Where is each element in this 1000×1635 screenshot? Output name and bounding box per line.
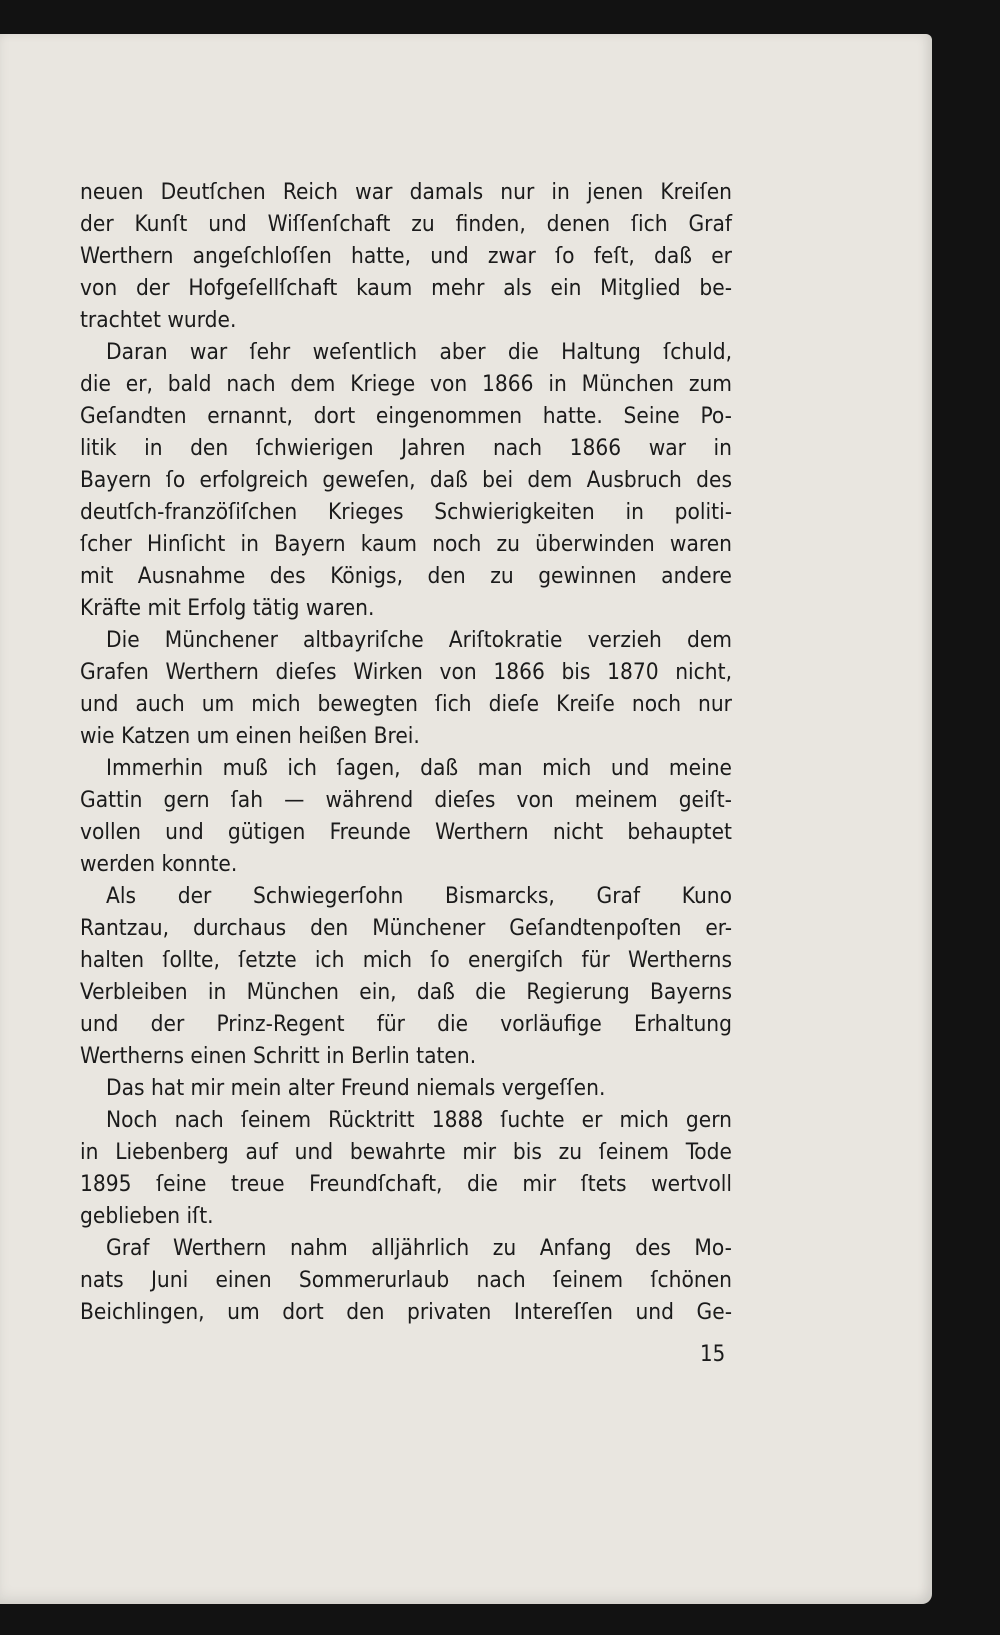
text-line: 1895 ſeine treue Freundſchaft, die mir ſtets wertvoll [80,1171,732,1197]
text-line: neuen Deutſchen Reich war damals nur in jenen Kreiſen [80,179,732,205]
text-line: werden konnte. [80,851,238,877]
text-line: Die Münchener altbayriſche Ariſtokratie verzieh dem [106,627,732,653]
text-line: geblieben iſt. [80,1203,214,1229]
text-line: in Liebenberg auf und bewahrte mir bis zu ſeinem Tode [80,1139,732,1165]
text-line: deutſch-franzöſiſchen Krieges Schwierigkeiten in politi- [80,499,732,525]
text-line: ſcher Hinſicht in Bayern kaum noch zu überwinden waren [80,531,732,557]
text-line: Graf Werthern nahm alljährlich zu Anfang des Mo- [106,1235,732,1261]
text-line: Das hat mir mein alter Freund niemals vergeſſen. [106,1075,606,1101]
text-line: mit Ausnahme des Königs, den zu gewinnen andere [80,563,732,589]
text-line: Daran war ſehr weſentlich aber die Haltung ſchuld, [106,339,732,365]
text-line: Geſandten ernannt, dort eingenommen hatte. Seine Po- [80,403,732,429]
paragraph-6 [80,1072,732,1104]
text-line: und auch um mich bewegten ſich dieſe Kreiſe noch nur [80,691,732,717]
text-line: Werthern angeſchloſſen hatte, und zwar ſo feſt, daß er [80,243,732,269]
text-line: Rantzau, durchaus den Münchener Geſandtenpoſten er- [80,915,732,941]
text-line: nats Juni einen Sommerurlaub nach ſeinem ſchönen [80,1267,732,1293]
book-page [0,34,932,1604]
text-line: vollen und gütigen Freunde Werthern nicht behauptet [80,819,732,845]
text-line: halten ſollte, ſetzte ich mich ſo energiſch für Wertherns [80,947,732,973]
text-line: Bayern ſo erfolgreich geweſen, daß bei dem Ausbruch des [80,467,732,493]
paragraph-7 [80,1104,732,1232]
text-line: trachtet wurde. [80,307,237,333]
text-line: Beichlingen, um dort den privaten Intereſſen und Ge- [80,1299,732,1325]
text-line: Verbleiben in München ein, daß die Regierung Bayerns [80,979,732,1005]
paragraph-3 [80,624,732,752]
text-line: von der Hofgeſellſchaft kaum mehr als ein Mitglied be- [80,275,732,301]
paragraph-8 [80,1232,732,1328]
text-line: Gattin gern ſah — während dieſes von meinem geiſt- [80,787,732,813]
text-line: Als der Schwiegerſohn Bismarcks, Graf Kuno [106,883,732,909]
paragraph-1 [80,176,732,336]
paragraph-4 [80,752,732,880]
paragraph-2 [80,336,732,624]
text-line: der Kunſt und Wiſſenſchaft zu finden, denen ſich Graf [80,211,732,237]
text-line: Immerhin muß ich ſagen, daß man mich und meine [106,755,732,781]
text-line: die er, bald nach dem Kriege von 1866 in München zum [80,371,732,397]
text-line: litik in den ſchwierigen Jahren nach 1866 war in [80,435,732,461]
text-line: wie Katzen um einen heißen Brei. [80,723,420,749]
text-line: Grafen Werthern dieſes Wirken von 1866 bis 1870 nicht, [80,659,732,685]
page-number: 15 [700,1342,726,1367]
text-line: Wertherns einen Schritt in Berlin taten. [80,1043,477,1069]
text-line: und der Prinz-Regent für die vorläufige Erhaltung [80,1011,732,1037]
text-line: Kräfte mit Erfolg tätig waren. [80,595,375,621]
text-line: Noch nach ſeinem Rücktritt 1888 ſuchte er mich gern [106,1107,732,1133]
paragraph-5 [80,880,732,1072]
body-text [80,176,732,1328]
